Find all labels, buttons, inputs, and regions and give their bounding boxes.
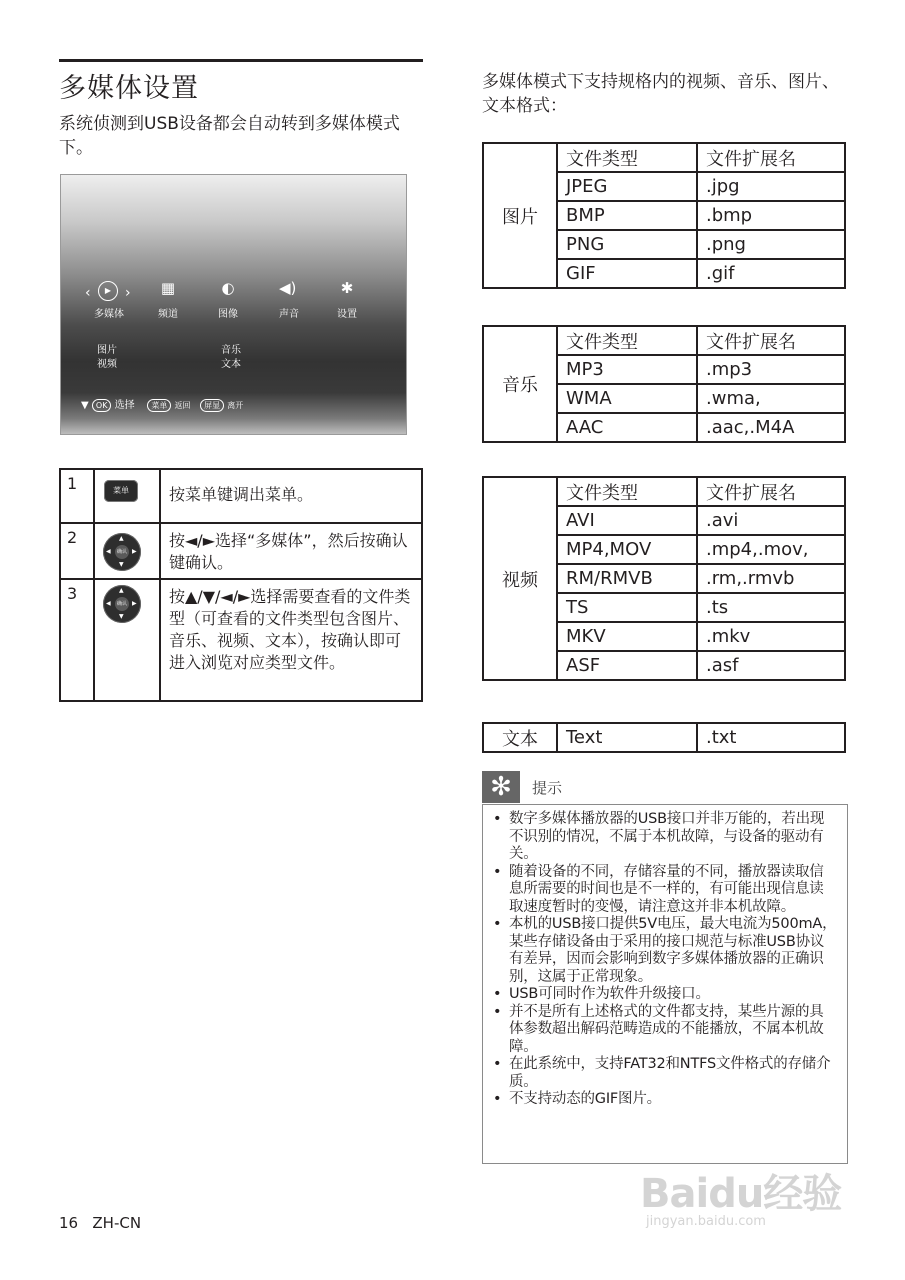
file-type-cell: GIF [557, 259, 697, 288]
section-title: 多媒体设置 [59, 73, 199, 104]
file-type-cell: MP3 [557, 355, 697, 384]
tip-item: • 数字多媒体播放器的USB接口并非万能的，若出现不识别的情况，不属于本机故障，与设备的驱动有关。 [491, 811, 837, 864]
extension-cell: .avi [697, 506, 845, 535]
extension-cell: .mp3 [697, 355, 845, 384]
file-type-cell: Text [557, 723, 697, 752]
baidu-watermark [640, 1150, 890, 1250]
extension-cell: .mkv [697, 622, 845, 651]
submenu-item-music[interactable]: 音乐 [221, 345, 241, 356]
step-icon-cell [94, 579, 160, 701]
hint-select-label: 选择 [114, 400, 135, 411]
tip-box [482, 804, 848, 1164]
page-footer [59, 1214, 141, 1232]
speaker-icon: ◀) [279, 279, 297, 297]
file-type-cell: PNG [557, 230, 697, 259]
step-icon-cell [94, 523, 160, 579]
header-file-type: 文件类型 [557, 326, 697, 355]
channel-icon: ▦ [160, 279, 176, 297]
text-formats-table [482, 722, 846, 753]
header-file-extension: 文件扩展名 [697, 143, 845, 172]
dpad-remote-icon: ▲ ▼ ◀ ▶ 确认 [103, 585, 141, 623]
formats-intro: 多媒体模式下支持规格内的视频、音乐、图片、文本格式： [482, 72, 839, 116]
submenu-item-videos[interactable]: 视频 [97, 359, 117, 370]
extension-cell: .bmp [697, 201, 845, 230]
step-description: 按◄/►选择“多媒体”，然后按确认键确认。 [160, 523, 422, 579]
extension-cell: .rm,.rmvb [697, 564, 845, 593]
table-header-row [483, 326, 845, 355]
play-icon: ▶ [98, 281, 118, 301]
table-header-row [483, 477, 845, 506]
menu-item-sound[interactable]: 声音 [279, 309, 299, 320]
header-file-type: 文件类型 [557, 143, 697, 172]
watermark-url: jingyan.baidu.com [646, 1214, 766, 1229]
extension-cell: .mp4,.mov, [697, 535, 845, 564]
section-top-rule [59, 59, 423, 62]
menu-key-icon: 菜单 [147, 399, 171, 412]
menu-button-icon: 菜单 [104, 480, 138, 502]
category-cell: 文本 [483, 723, 557, 752]
hint-bar [81, 396, 243, 412]
extension-cell: .png [697, 230, 845, 259]
image-formats-table [482, 142, 846, 289]
file-type-cell: AAC [557, 413, 697, 442]
tip-item: • USB可同时作为软件升级接口。 [491, 986, 837, 1004]
ok-center-label: 确认 [115, 545, 129, 559]
tip-item: • 不支持动态的GIF图片。 [491, 1091, 837, 1109]
file-type-cell: ASF [557, 651, 697, 680]
header-file-extension: 文件扩展名 [697, 477, 845, 506]
tip-item: • 在此系统中，支持FAT32和NTFS文件格式的存储介质。 [491, 1056, 837, 1091]
hint-exit-label: 离开 [227, 401, 244, 410]
extension-cell: .txt [697, 723, 845, 752]
file-type-cell: TS [557, 593, 697, 622]
step-row [60, 579, 422, 701]
submenu-item-pictures[interactable]: 图片 [97, 345, 117, 356]
music-formats-table [482, 325, 846, 443]
tip-list [491, 811, 837, 1109]
step-icon-cell [94, 469, 160, 523]
extension-cell: .gif [697, 259, 845, 288]
tip-item: • 本机的USB接口提供5V电压，最大电流为500mA，某些存储设备由于采用的接口规范与标准USB协议有差异，因而会影响到数字多媒体播放器的正确识别，这属于正常现象。 [491, 916, 837, 986]
step-row [60, 523, 422, 579]
menu-item-multimedia[interactable]: 多媒体 [94, 309, 124, 320]
dpad-remote-icon: ▲ ▼ ◀ ▶ 确认 [103, 533, 141, 571]
tip-item: • 并不是所有上述格式的文件都支持，某些片源的具体参数超出解码范畴造成的不能播放，不属本机故障。 [491, 1004, 837, 1057]
extension-cell: .asf [697, 651, 845, 680]
file-type-cell: WMA [557, 384, 697, 413]
tv-menu-screenshot [60, 174, 407, 435]
tip-header [482, 771, 848, 803]
header-file-type: 文件类型 [557, 477, 697, 506]
file-type-cell: JPEG [557, 172, 697, 201]
file-type-cell: MKV [557, 622, 697, 651]
menu-item-channel[interactable]: 频道 [158, 309, 178, 320]
step-number: 1 [60, 469, 94, 523]
category-cell: 音乐 [483, 326, 557, 442]
step-row [60, 469, 422, 523]
video-formats-table [482, 476, 846, 681]
file-type-cell: AVI [557, 506, 697, 535]
step-number: 3 [60, 579, 94, 701]
steps-table [59, 468, 423, 702]
category-cell: 视频 [483, 477, 557, 680]
picture-contrast-icon: ◐ [221, 279, 235, 297]
step-description: 按菜单键调出菜单。 [160, 469, 422, 523]
settings-gear-icon: ✱ [340, 279, 354, 297]
page-number: 16 [59, 1214, 79, 1232]
extension-cell: .wma, [697, 384, 845, 413]
extension-cell: .aac,.M4A [697, 413, 845, 442]
hint-back-label: 返回 [174, 401, 191, 410]
tip-item: • 随着设备的不同，存储容量的不同，播放器读取信息所需要的时间也是不一样的，有可能出现信息读取速度暂时的变慢，请注意这并非本机故障。 [491, 864, 837, 917]
table-header-row [483, 143, 845, 172]
step-number: 2 [60, 523, 94, 579]
category-cell: 图片 [483, 143, 557, 288]
menu-item-settings[interactable]: 设置 [337, 309, 357, 320]
nav-left-chevron-icon: ‹ [85, 285, 91, 301]
ok-key-icon: OK [92, 399, 112, 412]
tip-title: 提示 [532, 779, 563, 797]
nav-right-chevron-icon: › [125, 285, 131, 301]
file-type-cell: BMP [557, 201, 697, 230]
display-key-icon: 屏显 [200, 399, 224, 412]
menu-item-picture[interactable]: 图像 [218, 309, 238, 320]
extension-cell: .jpg [697, 172, 845, 201]
step-description: 按▲/▼/◄/►选择需要查看的文件类型（可查看的文件类型包含图片、音乐、视频、文本），按确认即可进入浏览对应类型文件。 [160, 579, 422, 701]
ok-center-label: 确认 [115, 597, 129, 611]
language-code: ZH-CN [92, 1214, 142, 1232]
header-file-extension: 文件扩展名 [697, 326, 845, 355]
watermark-brand: Baidu经验 [640, 1171, 842, 1217]
file-type-cell: MP4,MOV [557, 535, 697, 564]
table-row [483, 723, 845, 752]
section-intro: 系统侦测到USB设备都会自动转到多媒体模式下。 [59, 114, 400, 158]
asterisk-icon: ✻ [482, 771, 520, 803]
down-arrow-icon: ▼ [81, 400, 89, 411]
extension-cell: .ts [697, 593, 845, 622]
file-type-cell: RM/RMVB [557, 564, 697, 593]
submenu-item-text[interactable]: 文本 [221, 359, 241, 370]
